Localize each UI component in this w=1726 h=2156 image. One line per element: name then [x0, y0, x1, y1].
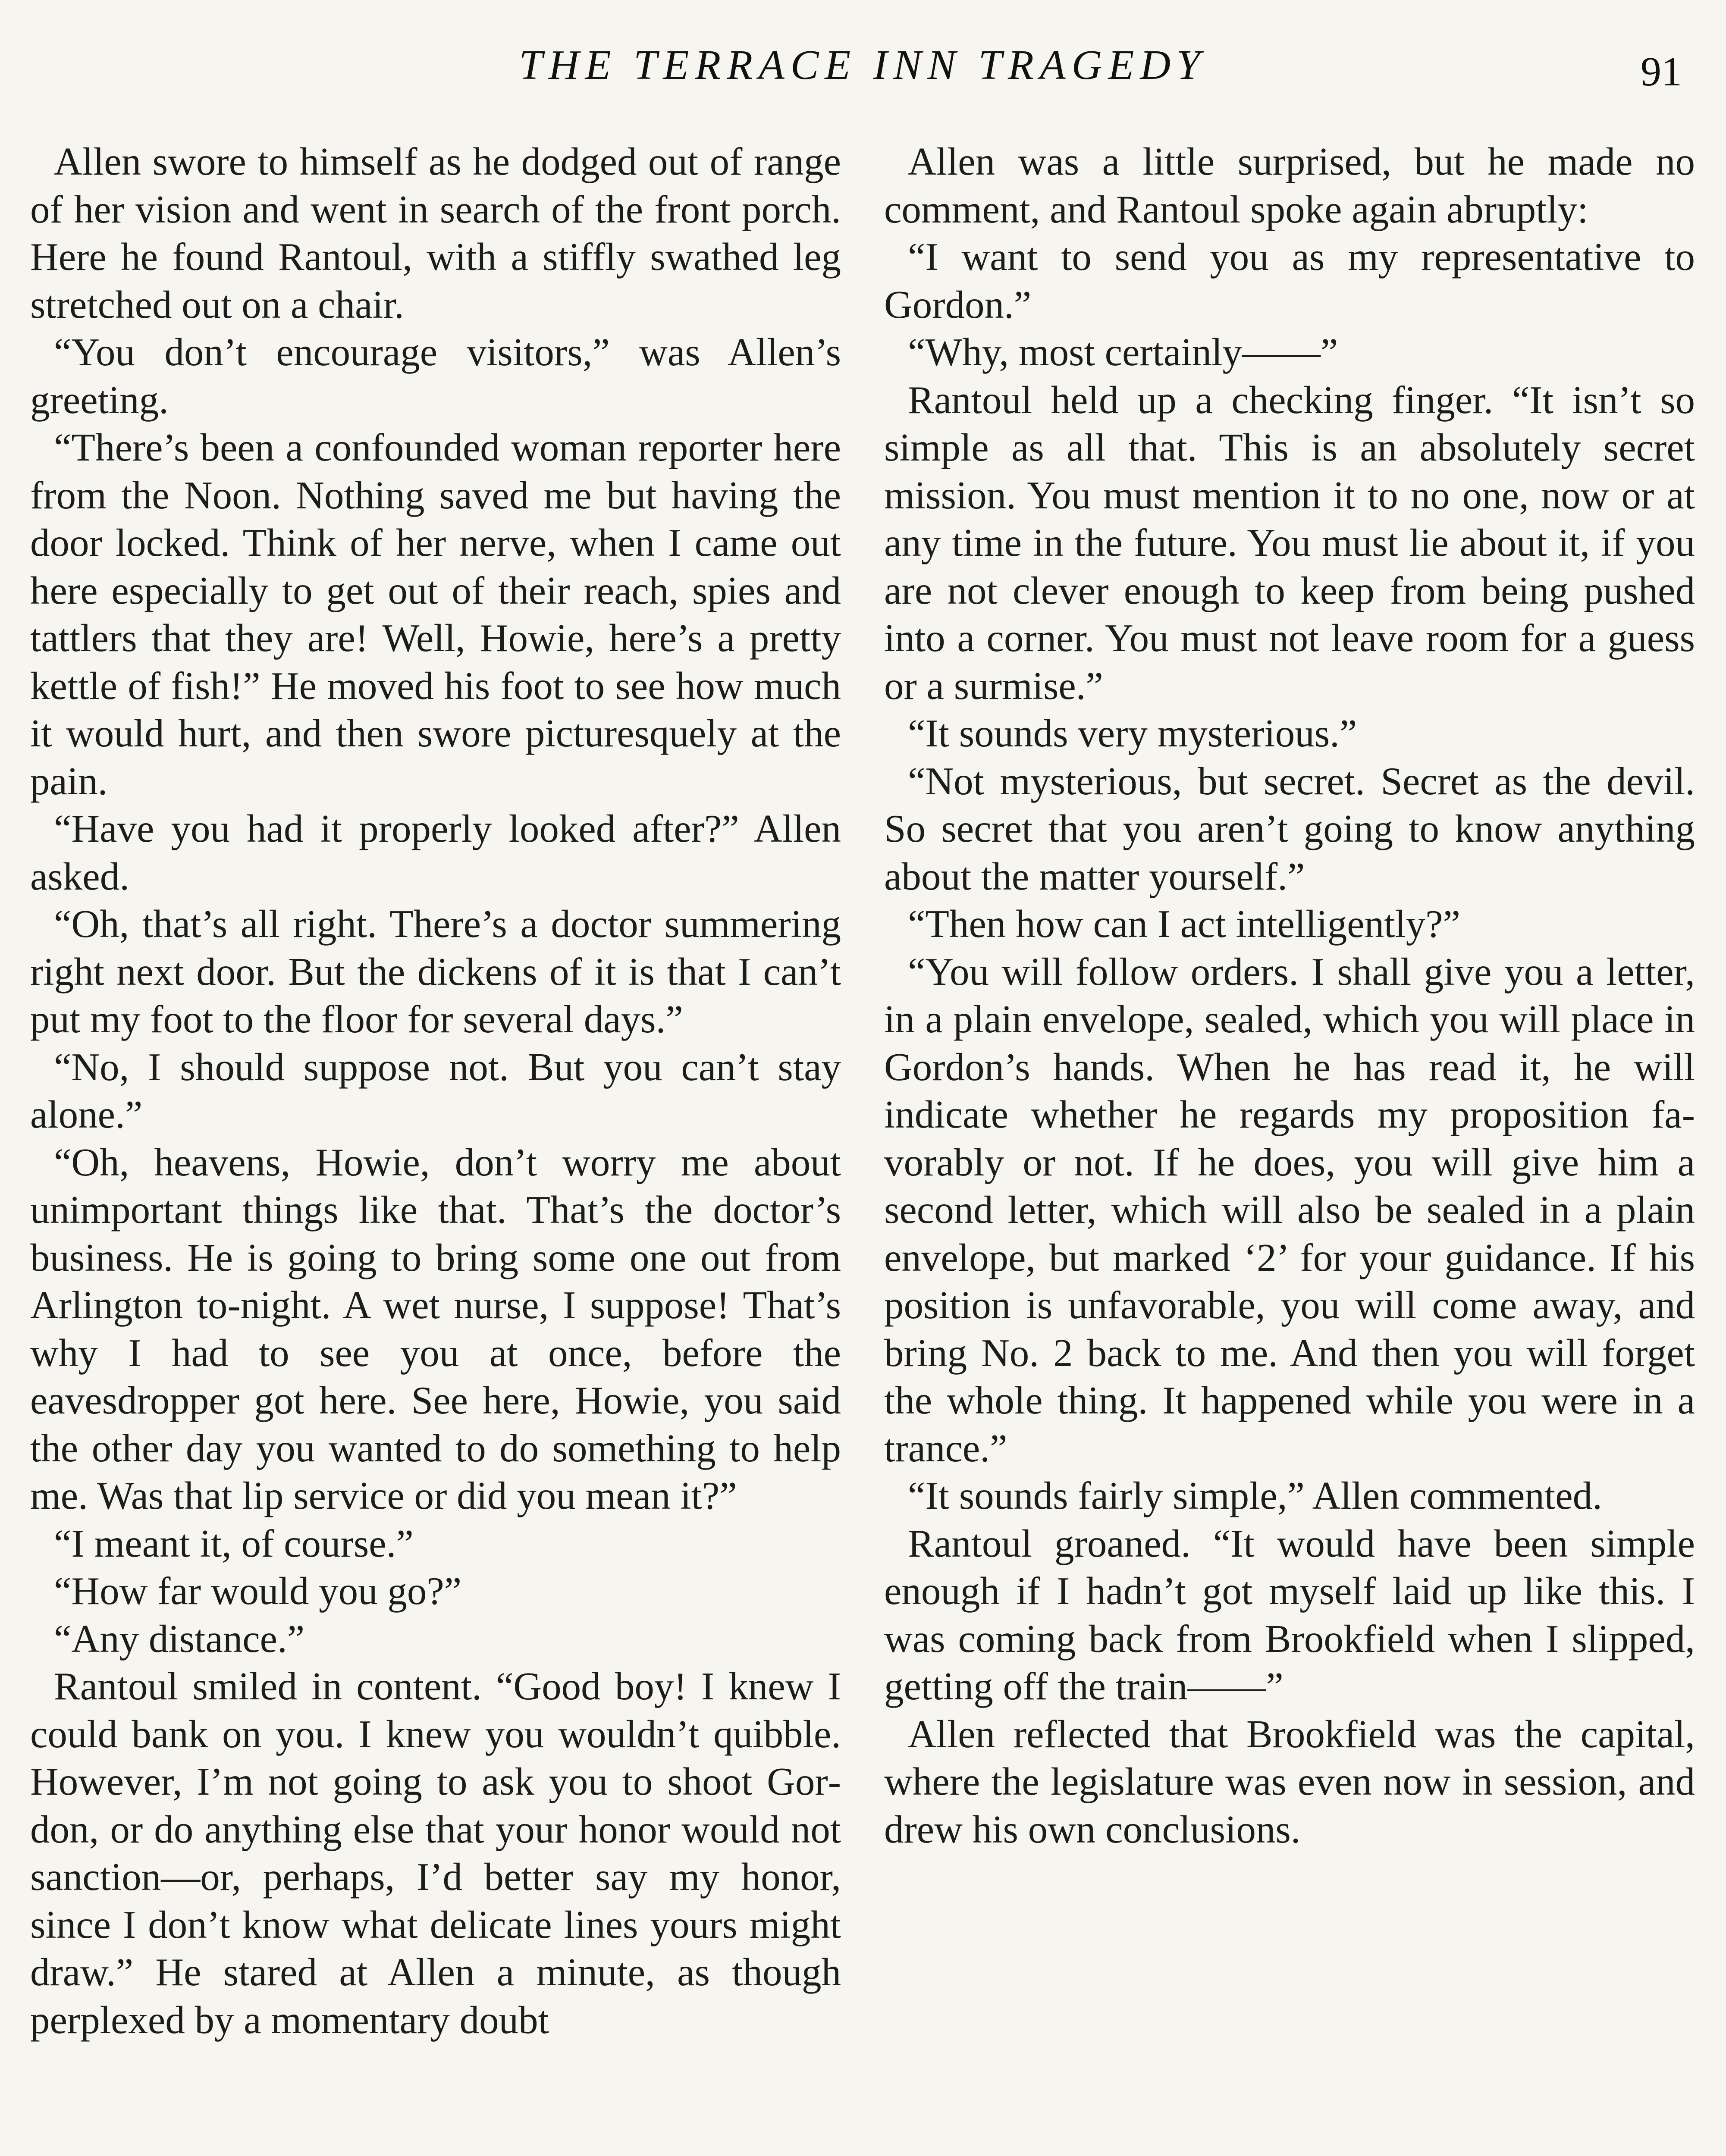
paragraph: Allen swore to himself as he dodged out of range of her vision and went in search of the front porch. Here he found Rantoul, with a stiffly swathed leg stretched out on a chair.	[30, 140, 841, 326]
paragraph: “No, I should suppose not. But you can’t stay alone.”	[30, 1045, 841, 1136]
left-text-column	[30, 138, 841, 2044]
right-text-column	[884, 138, 1695, 1853]
paragraph: “Have you had it properly looked after?” Allen asked.	[30, 807, 841, 898]
paragraph: Rantoul held up a checking finger. “It isn’t so simple as all that. This is an absolutely secret mission. You must mention it to no one, now or at any time in the future. You must lie about it, if you are not clever enough to keep from being pushed into a corner. You must not leave room for a guess or a surmise.”	[884, 378, 1695, 708]
paragraph: “You will follow orders. I shall give you a letter, in a plain envelope, sealed, which you will place in Gordon’s hands. When he has read it, he will indicate whether he regards my proposition favorably or not. If he does, you will give him a second letter, which will also be sealed in a plain envelope, but marked ‘2’ for your guidance. If his position is unfavorable, you will come away, and bring No. 2 back to me. And then you will forget the whole thing. It happened while you were in a trance.”	[884, 950, 1695, 1470]
paragraph: Allen was a little surprised, but he made no comment, and Rantoul spoke again abruptly:	[884, 140, 1695, 231]
page-number: 91	[1641, 48, 1682, 94]
paragraph: “Oh, heavens, Howie, don’t worry me about unimportant things like that. That’s the doctor’s business. He is going to bring some one out from Arlington to-night. A wet nurse, I suppose! That’s why I had to see you at once, before the eavesdropper got here. See here, Howie, you said the other day you wanted to do something to help me. Was that lip service or did you mean it?”	[30, 1140, 841, 1517]
paragraph: Allen reflected that Brookfield was the capital, where the legislature was even now in session, and drew his own conclusions.	[884, 1712, 1695, 1851]
paragraph: “I want to send you as my representative to Gordon.”	[884, 235, 1695, 326]
paragraph: “There’s been a confounded woman reporter here from the Noon. Nothing saved me but having the door locked. Think of her nerve, when I came out here especially to get out of their reach, spies and tattlers that they are! Well, Howie, here’s a pretty kettle of fish!” He moved his foot to see how much it would hurt, and then swore picturesquely at the pain.	[30, 426, 841, 803]
paragraph: “I meant it, of course.”	[54, 1521, 414, 1565]
paragraph: “You don’t encourage visitors,” was Allen’s greeting.	[30, 330, 841, 422]
paragraph: “It sounds fairly simple,” Allen commented.	[908, 1474, 1602, 1517]
paragraph: “Then how can I act intelligently?”	[908, 902, 1461, 946]
paragraph: “Not mysterious, but secret. Secret as the devil. So secret that you aren’t going to know anything about the matter yourself.”	[884, 759, 1695, 898]
paragraph: “Any distance.”	[54, 1617, 305, 1661]
paragraph: “Why, most certainly——”	[908, 330, 1338, 374]
paragraph: “It sounds very mysterious.”	[908, 711, 1357, 755]
paragraph: “Oh, that’s all right. There’s a doctor summering right next door. But the dickens of it is that I can’t put my foot to the floor for several days.”	[30, 902, 841, 1041]
running-title: THE TERRACE INN TRAGEDY	[519, 42, 1206, 88]
paragraph: “How far would you go?”	[54, 1569, 462, 1613]
paragraph: Rantoul smiled in content. “Good boy! I knew I could bank on you. I knew you wouldn’t quibble. However, I’m not going to ask you to shoot Gordon, or do anything else that your honor would not sanction—or, perhaps, I’d better say my honor, since I don’t know what delicate lines yours might draw.” He stared at Allen a minute, as though perplexed by a momentary doubt	[30, 1664, 841, 2042]
paragraph: Rantoul groaned. “It would have been simple enough if I hadn’t got myself laid up like this. I was coming back from Brookfield when I slipped, getting off the train——”	[884, 1521, 1695, 1708]
